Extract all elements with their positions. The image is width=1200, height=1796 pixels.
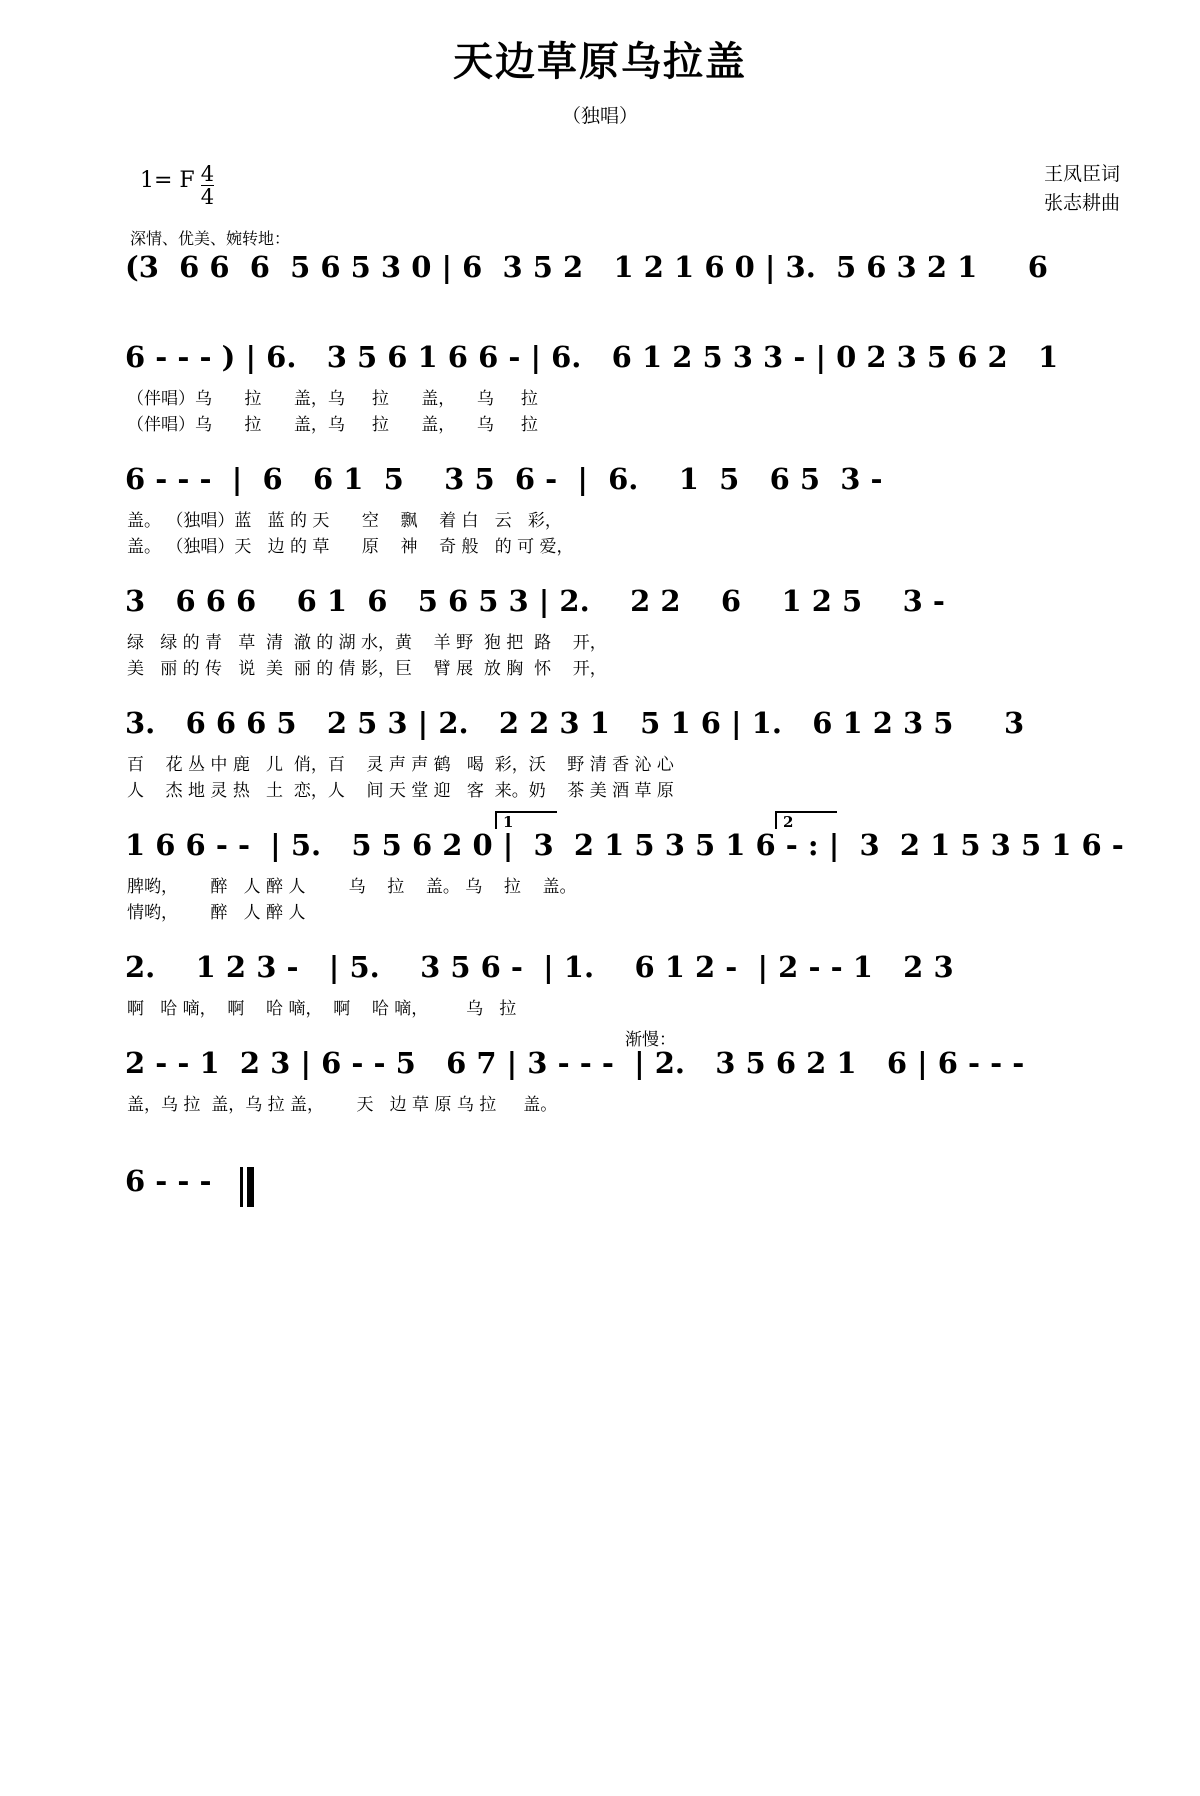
tempo-mark-ritardando: 渐慢： [625, 1030, 676, 1050]
lyric-line-verse1: 盖。 （独唱）蓝 蓝 的 天 空 飘 着 白 云 彩， [127, 511, 562, 531]
page-title: 天边草原乌拉盖 [453, 38, 747, 85]
volta-number-1: 1 [503, 813, 514, 831]
page-subtitle: （独唱） [561, 105, 638, 127]
time-signature-numerator: 4 [200, 162, 215, 186]
credits [1044, 160, 1120, 217]
music-system-5 [70, 706, 1130, 805]
lyric-line-verse1: （伴唱）乌 拉 盖，乌 拉 盖， 乌 拉 [127, 389, 538, 409]
music-system-7 [70, 950, 1130, 1023]
notation-line: 1 6 6 - - | 5. 5 5 6 2 0 | 3 2 1 5 3 5 1 6 - : | 3 2 1 5 3 5 1 6 - [125, 828, 1124, 862]
notation-line: (3 6 6 6 5 6 5 3 0 | 6 3 5 2 1 2 1 6 0 | 3. 5 6 3 2 1 6 [125, 250, 1048, 284]
expression-mark: 深情、优美、婉转地： [130, 229, 291, 248]
lyric-line-verse2: 人 杰 地 灵 热 土 恋，人 间 天 堂 迎 客 来。奶 茶 美 酒 草 原 [127, 781, 674, 801]
notation-line: 6 - - - | 6 6 1 5 3 5 6 - | 6. 1 5 6 5 3 - [125, 462, 883, 496]
lyric-line-verse2: 盖。 （独唱）天 边 的 草 原 神 奇 般 的 可 爱， [127, 537, 574, 557]
composer: 张志耕曲 [1043, 191, 1120, 214]
music-system-8 [70, 1030, 1130, 1119]
notation-line: 6 - - - [125, 1164, 212, 1198]
lyric-line-verse1: 绿 绿 的 青 草 清 澈 的 湖 水，黄 羊 野 狍 把 路 开， [127, 633, 607, 653]
music-system-9 [70, 1163, 1130, 1203]
lyric-line-verse2: （伴唱）乌 拉 盖，乌 拉 盖， 乌 拉 [127, 415, 538, 435]
key-signature: 1= F [140, 168, 195, 193]
music-system-6 [70, 813, 1130, 927]
music-system-4 [70, 584, 1130, 683]
time-signature-denominator: 4 [200, 185, 215, 209]
music-system-2 [70, 340, 1130, 439]
notation-line: 3 6 6 6 6 1 6 5 6 5 3 | 2. 2 2 6 1 2 5 3 - [125, 584, 945, 618]
score-header [70, 154, 1130, 232]
notation-line: 2 - - 1 2 3 | 6 - - 5 6 7 | 3 - - - | 2. 3 5 6 2 1 6 | 6 - - - [125, 1046, 1025, 1080]
key-and-time-signature [140, 162, 215, 212]
music-system-3 [70, 462, 1130, 561]
lyric-line-verse1: 脾哟， 醉 人 醉 人 乌 拉 盖。 乌 拉 盖。 [127, 877, 577, 897]
lyric-line-verse1: 百 花 丛 中 鹿 儿 俏，百 灵 声 声 鹤 喝 彩，沃 野 清 香 沁 心 [127, 755, 674, 775]
lyric-line-verse2: 美 丽 的 传 说 美 丽 的 倩 影，巨 臂 展 放 胸 怀 开， [127, 659, 607, 679]
lyric-line-verse2: 情哟， 醉 人 醉 人 [127, 903, 306, 923]
volta-number-2: 2 [783, 813, 794, 831]
notation-line: 2. 1 2 3 - | 5. 3 5 6 - | 1. 6 1 2 - | 2 - - 1 2 3 [125, 950, 954, 984]
notation-line: 6 - - - ) | 6. 3 5 6 1 6 6 - | 6. 6 1 2 5 3 3 - | 0 2 3 5 6 2 1 [125, 340, 1059, 374]
music-system-1 [70, 250, 1130, 297]
notation-line: 3. 6 6 6 5 2 5 3 | 2. 2 2 3 1 5 1 6 | 1. 6 1 2 3 5 3 [125, 706, 1025, 740]
sheet-music-page [70, 0, 1130, 1203]
final-notation-line [125, 1163, 1130, 1203]
final-barline [240, 1167, 254, 1207]
time-signature [201, 164, 214, 208]
lyric-line-verse1: 盖，乌 拉 盖，乌 拉 盖， 天 边 草 原 乌 拉 盖。 [127, 1095, 558, 1115]
lyric-line-verse1: 啊 哈 嘀， 啊 哈 嘀， 啊 哈 嘀， 乌 拉 [127, 999, 517, 1019]
lyricist: 王凤臣词 [1043, 163, 1120, 185]
